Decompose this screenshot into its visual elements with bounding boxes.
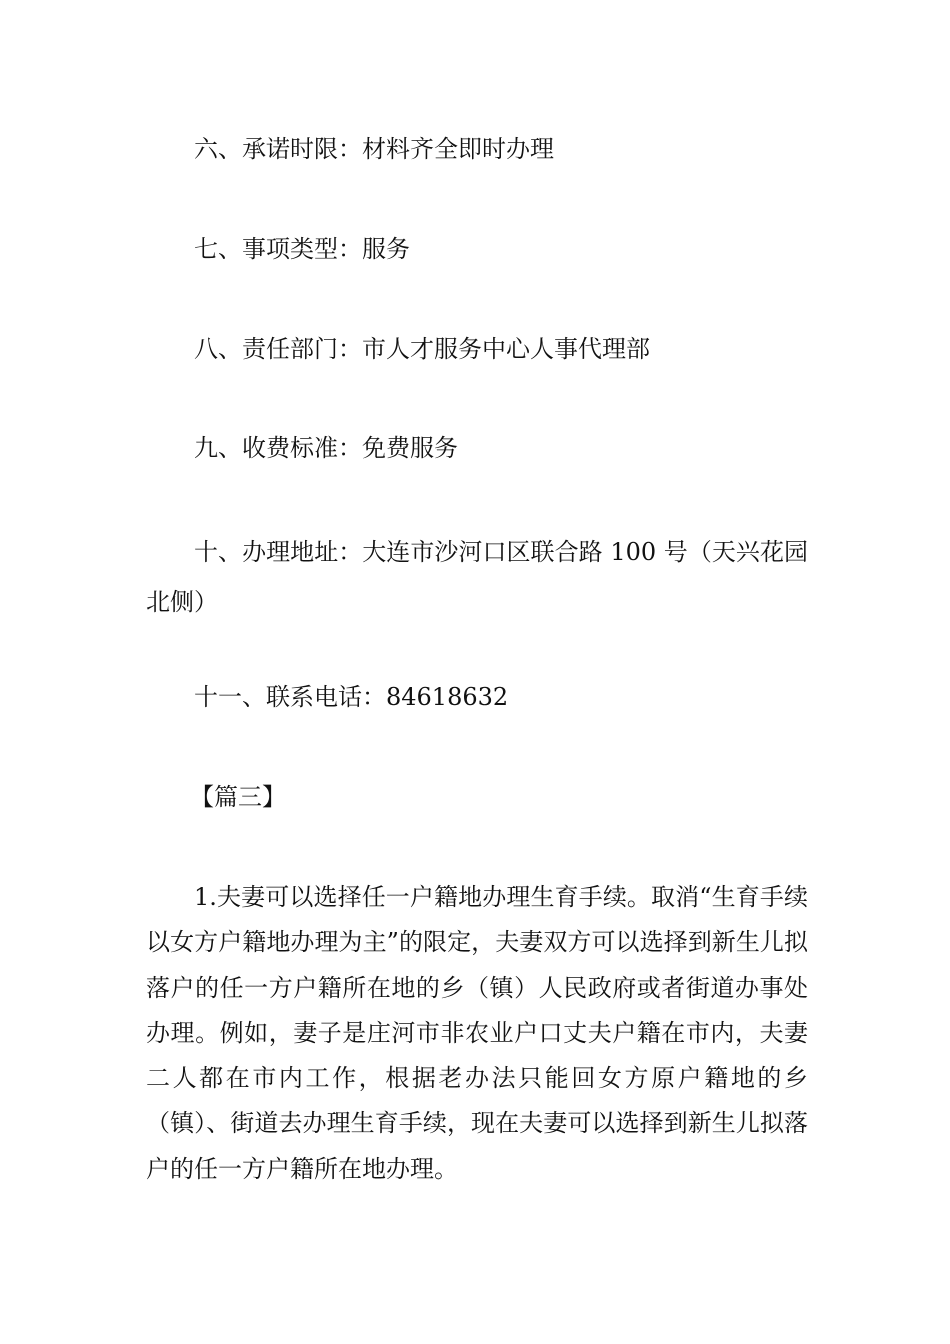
item-fee-standard: 九、收费标准：免费服务	[194, 434, 458, 462]
item-address: 十、办理地址：大连市沙河口区联合路 100 号（天兴花园北侧）	[146, 538, 808, 616]
item-address-block	[146, 527, 808, 627]
section-heading: 【篇三】	[190, 783, 286, 811]
item-responsible-department: 八、责任部门：市人才服务中心人事代理部	[194, 335, 650, 363]
item-commitment-time: 六、承诺时限：材料齐全即时办理	[194, 135, 554, 163]
item-matter-type: 七、事项类型：服务	[194, 235, 410, 263]
body-paragraph: 1.夫妻可以选择任一户籍地办理生育手续。取消“生育手续以女方户籍地办理为主”的限定，夫妻双方可以选择到新生儿拟落户的任一方户籍所在地的乡（镇）人民政府或者街道办事处办理。例如，妻子是庄河市非农业户口丈夫户籍在市内，夫妻二人都在市内工作，根据老办法只能回女方原户籍地的乡（镇）、街道去办理生育手续，现在夫妻可以选择到新生儿拟落户的任一方户籍所在地办理。	[146, 883, 808, 1183]
item-phone: 十一、联系电话：84618632	[194, 683, 509, 711]
body-paragraph-block	[146, 875, 808, 1192]
